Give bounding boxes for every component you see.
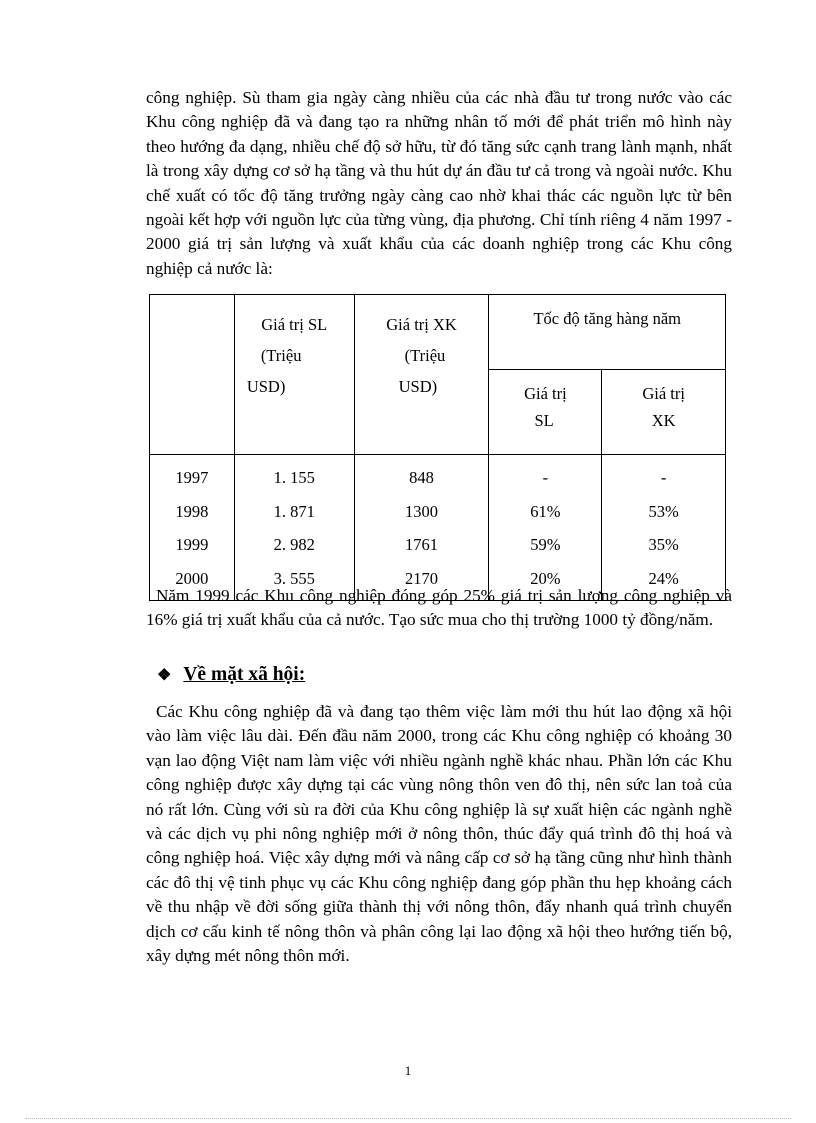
header-growth-xk xyxy=(602,370,726,455)
year-column xyxy=(150,455,235,601)
header-xk-unit-2: USD) xyxy=(398,377,438,396)
growth-xk-cell: 24% xyxy=(648,568,679,588)
xk-cell: 1761 xyxy=(405,535,439,554)
xk-cell: 848 xyxy=(409,468,434,487)
social-paragraph: Các Khu công nghiệp đã và đang tạo thêm việc làm mới thu hút lao động xã hội vào làm việc lâu dài. Đến đầu năm 2000, trong các Khu công nghiệp có khoảng 30 vạn lao động Việt nam làm việc với nhiều ngành nghề khác nhau. Phần lớn các Khu công nghiệp được xây dựng tại các vùng nông thôn ven đô thị, nên sức lan toả của nó rất lớn. Cùng với sù ra đời của Khu công nghiệp là sự xuất hiện các ngành nghề và các dịch vụ phi nông nghiệp mới ở nông thôn, thúc đẩy quá trình đô thị hoá và công nghiệp hoá. Việc xây dựng mới và nâng cấp cơ sở hạ tầng cũng như hình thành các đô thị vệ tinh phục vụ các Khu công nghiệp đang góp phần thu hẹp khoảng cách về thu nhập về đời sống giữa thành thị với nông thôn, đẩy nhanh quá trình chuyển dịch cơ cấu kinh tế nông thôn và phân công lại lao động xã hội theo hướng tiến bộ, xây dựng mét nông thôn mới. xyxy=(146,702,732,966)
diamond-bullet-icon: ❖ xyxy=(157,667,172,684)
header-sl-unit-1: (Triệu xyxy=(260,346,302,365)
header-sl-label: Giá trị SL xyxy=(261,315,328,334)
table-corner-cell xyxy=(150,295,235,455)
sl-cell: 1. 871 xyxy=(273,501,315,521)
header-growth: Tốc độ tăng hàng năm xyxy=(489,295,726,370)
xk-cell: 1300 xyxy=(405,501,439,521)
growth-xk-cell: - xyxy=(660,468,667,487)
header-xk xyxy=(354,295,489,455)
footer-divider xyxy=(25,1118,791,1119)
header-sl xyxy=(234,295,354,455)
sl-cell: 3. 555 xyxy=(273,568,315,588)
header-growth-xk-line1: Giá trị xyxy=(642,384,685,403)
header-growth-xk-line2: XK xyxy=(651,411,676,430)
growth-xk-column xyxy=(602,455,726,601)
header-xk-unit-1: (Triệu xyxy=(404,346,446,365)
page-number: 1 xyxy=(404,1063,412,1078)
intro-paragraph: công nghiệp. Sù tham gia ngày càng nhiều của các nhà đầu tư trong nước vào các Khu công nghiệp đã và đang tạo ra những nhân tố mới để phát triển mô hình này theo hướng đa dạng, nhiều chế độ sở hữu, từ đó tăng sức cạnh trang lành mạnh, nhất là trong xây dựng cơ sở hạ tầng và thu hút dự án đầu tư cả trong và ngoài nước. Khu chế xuất có tốc độ tăng trưởng ngày càng cao nhờ khai thác các nguồn lực từ bên ngoài kết hợp với nguồn lực của từng vùng, địa phương. Chỉ tính riêng 4 năm 1997 - 2000 giá trị sản lượng và xuất khẩu của các doanh nghiệp trong các Khu công nghiệp cả nước là: xyxy=(146,88,732,278)
growth-xk-cell: 53% xyxy=(648,501,679,521)
growth-xk-cell: 35% xyxy=(648,535,679,554)
year-cell: 1997 xyxy=(175,468,209,487)
sl-column xyxy=(234,455,354,601)
header-sl-unit-2: USD) xyxy=(246,377,286,396)
after-table-paragraph: Năm 1999 các Khu công nghiệp đóng góp 25% giá trị sản lượng công nghiệp và 16% giá trị xuất khẩu của cả nước. Tạo sức mua cho thị trường 1000 tỷ đồng/năm. xyxy=(146,586,732,630)
growth-sl-cell: 59% xyxy=(530,535,561,554)
header-growth-sl-line1: Giá trị xyxy=(524,384,567,403)
growth-sl-cell: 61% xyxy=(530,501,561,521)
growth-sl-column xyxy=(489,455,602,601)
sl-cell: 2. 982 xyxy=(273,535,315,554)
section-heading-title: Về mặt xã hội: xyxy=(183,664,306,685)
table-body-row xyxy=(150,455,726,601)
year-cell: 1998 xyxy=(175,501,209,521)
production-export-table xyxy=(149,294,726,601)
growth-sl-cell: - xyxy=(542,468,549,487)
section-heading xyxy=(157,664,305,686)
year-cell: 2000 xyxy=(175,568,209,588)
year-cell: 1999 xyxy=(175,535,209,554)
header-xk-label: Giá trị XK xyxy=(386,315,457,334)
header-growth-sl-line2: SL xyxy=(534,411,554,430)
header-growth-sl xyxy=(489,370,602,455)
xk-cell: 2170 xyxy=(405,568,439,588)
growth-sl-cell: 20% xyxy=(530,568,561,588)
sl-cell: 1. 155 xyxy=(273,468,315,487)
xk-column xyxy=(354,455,489,601)
